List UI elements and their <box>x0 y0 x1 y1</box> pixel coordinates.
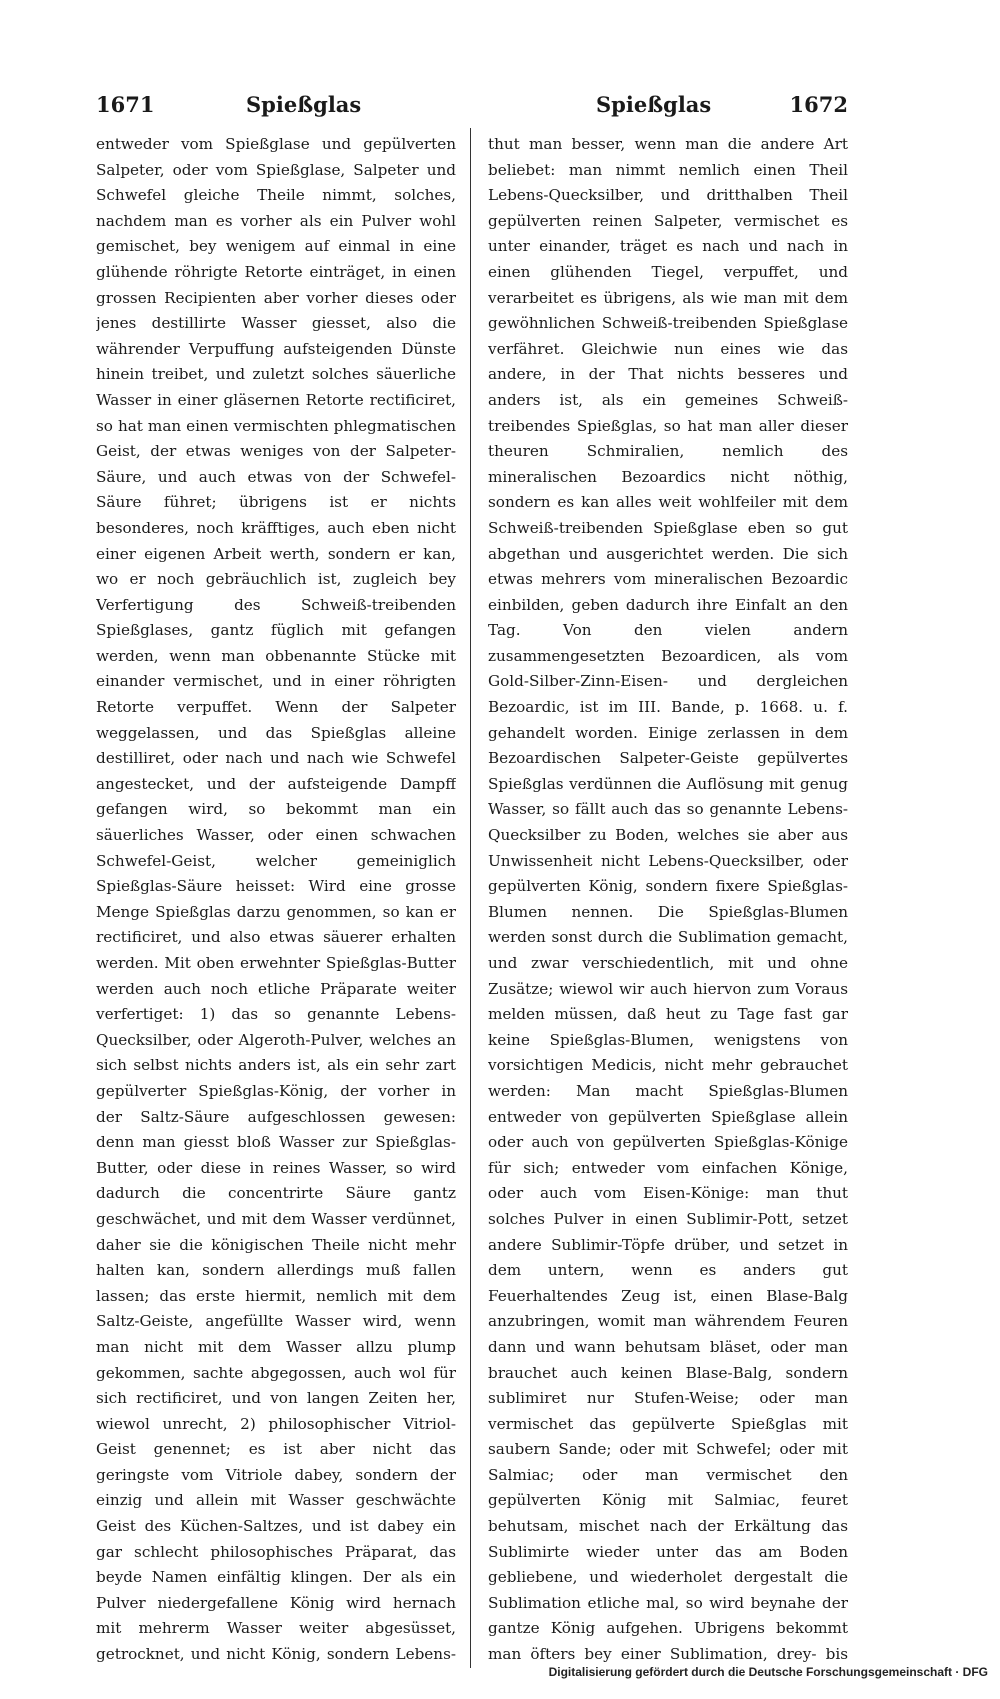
page-number-right: 1672 <box>789 92 848 117</box>
running-head <box>96 92 848 126</box>
page-number-left: 1671 <box>96 92 155 117</box>
running-title-left: Spießglas <box>246 92 362 117</box>
column-divider <box>470 128 471 1668</box>
text-column-right: thut man besser, wenn man die andere Art beliebet: man nimmt nemlich einen Theil Lebens-Quecksilber, und dritthalben Theil gepülverten reinen Salpeter, vermischet es unter einander, träget es nach und nach in einen glühenden Tiegel, verpuffet, und verarbeitet es übrigens, als wie man mit dem gewöhnlichen Schweiß-treibenden Spießglase verfähret. Gleichwie nun eines wie das andere, in der That nichts besseres und anders ist, als ein gemeines Schweiß-treibendes Spießglas, so hat man aller dieser theuren Schmiralien, nemlich des mineralischen Bezoardics nicht nöthig, sondern es kan alles weit wohlfeiler mit dem Schweiß-treibenden Spießglase eben so gut abgethan und ausgerichtet werden. Die sich etwas mehrers vom mineralischen Bezoardic einbilden, geben dadurch ihre Einfalt an den Tag. Von den vielen andern zusammengesetzten Bezoardicen, als vom Gold-Silber-Zinn-Eisen- und dergleichen Bezoardic, ist im III. Bande, p. 1668. u. f. gehandelt worden. Einige zerlassen in dem Bezoardischen Salpeter-Geiste gepülvertes Spießglas verdünnen die Auflösung mit genug Wasser, so fällt auch das so genannte Lebens-Quecksilber zu Boden, welches sie aber aus Unwissenheit nicht Lebens-Quecksilber, oder gepülverten König, sondern fixere Spießglas-Blumen nennen. Die Spießglas-Blumen werden sonst durch die Sublimation gemacht, und zwar verschiedentlich, mit und ohne Zusätze; wiewol wir auch hiervon zum Voraus melden müssen, daß heut zu Tage fast gar keine Spießglas-Blumen, wenigstens von vorsichtigen Medicis, nicht mehr gebrauchet werden: Man macht Spießglas-Blumen entweder von gepülverten Spießglase allein oder auch von gepülverten Spießglas-Könige für sich; entweder vom einfachen Könige, oder auch vom Eisen-Könige: man thut solches Pulver in einen Sublimir-Pott, setzet andere Sublimir-Töpfe drüber, und setzet in dem untern, wenn es anders gut Feuerhaltendes Zeug ist, einen Blase-Balg anzubringen, womit man währendem Feuren dann und wann behutsam bläset, oder man brauchet auch keinen Blase-Balg, sondern sublimiret nur Stufen-Weise; oder man vermischet das gepülverte Spießglas mit saubern Sande; oder mit Schwefel; oder mit Salmiac; oder man vermischet den gepülverten König mit Salmiac, feuret behutsam, mischet nach der Erkältung das Sublimirte wieder unter das am Boden gebliebene, und wiederholet dergestalt die Sublimation etliche mal, so wird beynahe der gantze König aufgehen. Ubrigens bekommt man öfters bey einer Sublimation, drey- bis <box>488 135 848 1662</box>
text-column-left: entweder vom Spießglase und gepülverten Salpeter, oder vom Spießglase, Salpeter und Schwefel gleiche Theile nimmt, solches, nachdem man es vorher als ein Pulver wohl gemischet, bey wenigem auf einmal in eine glühende röhrigte Retorte einträget, in einen grossen Recipienten aber vorher dieses oder jenes destillirte Wasser giesset, also die währender Verpuffung aufsteigenden Dünste hinein treibet, und zuletzt solches säuerliche Wasser in einer gläsernen Retorte rectificiret, so hat man einen vermischten phlegmatischen Geist, der etwas weniges von der Salpeter-Säure, und auch etwas von der Schwefel-Säure führet; übrigens ist er nichts besonderes, noch kräfftiges, auch eben nicht einer eigenen Arbeit werth, sondern er kan, wo er noch gebräuchlich ist, zugleich bey Verfertigung des Schweiß-treibenden Spießglases, gantz füglich mit gefangen werden, wenn man obbenannte Stücke mit einander vermischet, und in einer röhrigten Retorte verpuffet. Wenn der Salpeter weggelassen, und das Spießglas alleine destilliret, oder nach und nach wie Schwefel angestecket, und der aufsteigende Dampff gefangen wird, so bekommt man ein säuerliches Wasser, oder einen schwachen Schwefel-Geist, welcher gemeiniglich Spießglas-Säure heisset: Wird eine grosse Menge Spießglas darzu genommen, so kan er rectificiret, und also etwas säuerer erhalten werden. Mit oben erwehnter Spießglas-Butter werden auch noch etliche Präparate weiter verfertiget: 1) das so genannte Lebens-Quecksilber, oder Algeroth-Pulver, welches an sich selbst nichts anders ist, als ein sehr zart gepülverter Spießglas-König, der vorher in der Saltz-Säure aufgeschlossen gewesen: denn man giesst bloß Wasser zur Spießglas-Butter, oder diese in reines Wasser, so wird dadurch die concentrirte Säure gantz geschwächet, und mit dem Wasser verdünnet, daher sie die königischen Theile nicht mehr halten kan, sondern allerdings muß fallen lassen; das erste hiermit, nemlich mit dem Saltz-Geiste, angefüllte Wasser wird, wenn man nicht mit dem Wasser allzu plump gekommen, sachte abgegossen, auch wol für sich rectificiret, und von langen Zeiten her, wiewol unrecht, 2) philosophischer Vitriol-Geist genennet; es ist aber nicht das geringste vom Vitriole dabey, sondern der einzig und allein mit Wasser geschwächte Geist des Küchen-Saltzes, und ist dabey ein gar schlecht philosophisches Präparat, das beyde Namen einfältig klingen. Der als ein Pulver niedergefallene König wird hernach mit mehrerm Wasser weiter abgesüsset, getrocknet, und nicht König, sondern Lebens- <box>96 135 456 1662</box>
running-title-right: Spießglas <box>596 92 712 117</box>
digitization-credit: Digitalisierung gefördert durch die Deutsche Forschungsgemeinschaft · DFG <box>548 1665 988 1679</box>
